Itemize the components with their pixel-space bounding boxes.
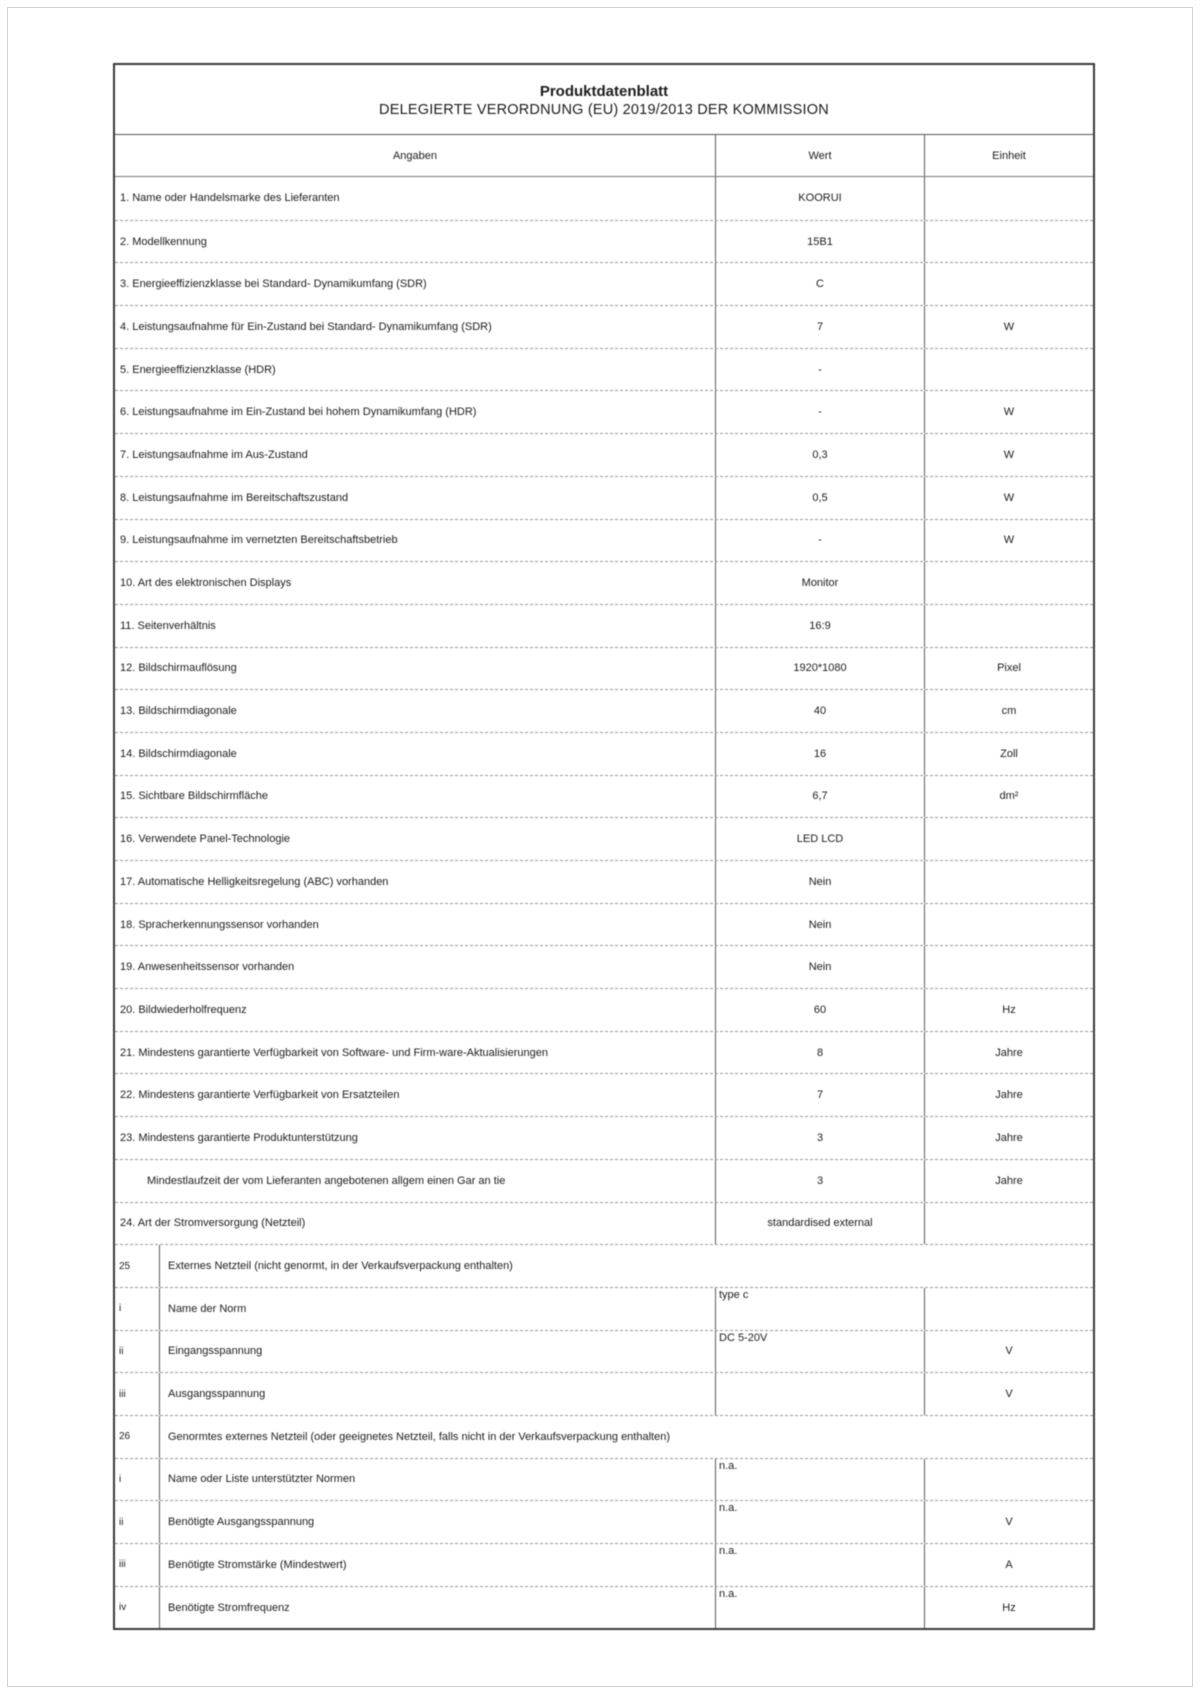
table-row [115,732,1093,775]
row-label: 12. Bildschirmauflösung [120,662,237,675]
row-label: Externes Netzteil (nicht genormt, in der Verkaufsverpackung enthalten) [168,1260,513,1273]
table-row [115,689,1093,732]
row-value: n.a. [715,1459,925,1501]
row-value [715,1373,925,1415]
table-row [115,945,1093,988]
table-title-block [115,65,1093,135]
row-label: 24. Art der Stromversorgung (Netzteil) [120,1217,306,1230]
row-label: 4. Leistungsaufnahme für Ein-Zustand bei Standard- Dynamikumfang (SDR) [120,320,492,333]
row-value: n.a. [715,1587,925,1629]
row-unit [925,1459,1093,1501]
row-unit: V [1005,1388,1013,1401]
row-value: 15B1 [715,221,925,263]
row-value: 60 [715,989,925,1031]
row-label: 8. Leistungsaufnahme im Bereitschaftszustand [120,491,349,504]
row-unit: Jahre [995,1046,1023,1059]
column-header-einheit: Einheit [992,149,1026,162]
table-body [115,177,1093,1628]
table-row [115,1031,1093,1074]
table-row [115,1586,1093,1629]
table-row [115,1073,1093,1116]
row-number: iv [115,1587,160,1629]
row-label: 2. Modellkennung [120,235,207,248]
row-number: 25 [115,1245,160,1287]
row-label: 7. Leistungsaufnahme im Aus-Zustand [120,448,308,461]
row-number: i [115,1288,160,1330]
table-row [115,903,1093,946]
row-unit [925,861,1093,903]
table-row [115,1287,1093,1330]
row-value: 0,5 [715,477,925,519]
row-unit [925,946,1093,988]
row-number: ii [115,1501,160,1543]
row-number: ii [115,1331,160,1373]
row-unit [925,904,1093,946]
row-value: C [715,263,925,305]
row-unit [925,221,1093,263]
row-unit [925,349,1093,391]
row-unit [925,1288,1093,1330]
column-header-row [115,135,1093,177]
row-label: 11. Seitenverhältnis [120,619,216,632]
row-label: Eingangsspannung [168,1345,263,1358]
row-label: 23. Mindestens garantierte Produktunterstützung [120,1131,358,1144]
table-row [115,220,1093,263]
table-row [115,1372,1093,1415]
column-header-wert: Wert [715,135,925,176]
row-label: 1. Name oder Handelsmarke des Lieferanten [120,192,340,205]
table-row [115,476,1093,519]
row-value: Monitor [715,562,925,604]
row-value: 3 [715,1117,925,1159]
row-unit: Hz [1002,1003,1016,1016]
table-row [115,1543,1093,1586]
table-row [115,262,1093,305]
table-row [115,860,1093,903]
row-unit: V [1005,1516,1013,1529]
row-number: iii [115,1544,160,1586]
row-value: standardised external [715,1203,925,1245]
row-label: 18. Spracherkennungssensor vorhanden [120,918,319,931]
row-unit [925,605,1093,647]
row-unit: dm² [999,790,1019,803]
row-unit: Jahre [995,1131,1023,1144]
row-label: 13. Bildschirmdiagonale [120,705,237,718]
row-value: KOORUI [715,177,925,220]
row-label: 6. Leistungsaufnahme im Ein-Zustand bei hohem Dynamikumfang (HDR) [120,406,477,419]
row-value: 7 [715,1074,925,1116]
row-label: 17. Automatische Helligkeitsregelung (ABC) vorhanden [120,875,389,888]
table-row [115,177,1093,220]
row-unit: W [1003,534,1015,547]
table-row [115,1330,1093,1373]
row-unit: W [1003,491,1015,504]
row-unit: W [1003,448,1015,461]
product-datasheet-table [113,63,1095,1630]
column-header-angaben: Angaben [392,149,438,162]
table-row [115,1500,1093,1543]
table-row [115,1116,1093,1159]
table-row [115,988,1093,1031]
row-unit: A [1005,1558,1013,1571]
table-row [115,647,1093,690]
row-unit: Hz [1002,1601,1016,1614]
row-number: i [115,1459,160,1501]
table-row [115,1458,1093,1501]
row-label: Name der Norm [168,1302,247,1315]
document-subtitle: DELEGIERTE VERORDNUNG (EU) 2019/2013 DER KOMMISSION [379,101,829,118]
row-value: n.a. [715,1544,925,1586]
row-value: type c [715,1288,925,1330]
row-unit [925,562,1093,604]
row-unit: Pixel [997,662,1021,675]
row-unit: W [1003,406,1015,419]
table-row [115,604,1093,647]
row-unit: V [1005,1345,1013,1358]
row-value: LED LCD [715,818,925,860]
table-row [115,817,1093,860]
row-value: 1920*1080 [715,648,925,690]
table-row [115,775,1093,818]
row-unit: Jahre [995,1174,1023,1187]
row-number: iii [115,1373,160,1415]
table-row [115,348,1093,391]
row-value: 40 [715,690,925,732]
row-number: 26 [115,1416,160,1458]
row-value: - [715,391,925,433]
row-unit [925,1203,1093,1245]
table-row [115,1415,1093,1458]
row-value: 7 [715,306,925,348]
table-row [115,519,1093,562]
document-title: Produktdatenblatt [539,82,669,100]
row-label: 3. Energieeffizienzklasse bei Standard- Dynamikumfang (SDR) [120,278,427,291]
row-label: 9. Leistungsaufnahme im vernetzten Bereitschaftsbetrieb [120,534,398,547]
table-row [115,305,1093,348]
row-label: 22. Mindestens garantierte Verfügbarkeit von Ersatzteilen [120,1089,400,1102]
row-label: Benötigte Stromstärke (Mindestwert) [168,1558,347,1571]
row-label: Name oder Liste unterstützter Normen [168,1473,356,1486]
table-row [115,561,1093,604]
table-row [115,1244,1093,1287]
row-value: 0,3 [715,434,925,476]
row-value: 16:9 [715,605,925,647]
table-row [115,1202,1093,1245]
row-unit [925,818,1093,860]
row-label: 20. Bildwiederholfrequenz [120,1003,247,1016]
row-label: 10. Art des elektronischen Displays [120,577,292,590]
row-label: 16. Verwendete Panel-Technologie [120,833,291,846]
row-label: Mindestlaufzeit der vom Lieferanten angebotenen allgem einen Gar an tie [147,1174,506,1187]
row-unit: W [1003,320,1015,333]
row-unit [925,177,1093,220]
row-value: 3 [715,1160,925,1202]
row-value: Nein [715,946,925,988]
row-label: 5. Energieeffizienzklasse (HDR) [120,363,276,376]
row-unit: Zoll [1000,747,1018,760]
row-value: Nein [715,861,925,903]
row-value: DC 5-20V [715,1331,925,1373]
row-value: - [715,520,925,562]
row-unit: Jahre [995,1089,1023,1102]
table-row [115,1159,1093,1202]
table-row [115,390,1093,433]
table-row [115,433,1093,476]
row-unit: cm [1001,705,1017,718]
row-unit [925,263,1093,305]
row-label: 15. Sichtbare Bildschirmfläche [120,790,268,803]
row-label: Genormtes externes Netzteil (oder geeignetes Netzteil, falls nicht in der Verkaufsverpackung enthalten) [168,1430,670,1443]
row-value: - [715,349,925,391]
row-label: Benötigte Stromfrequenz [168,1601,290,1614]
row-label: 14. Bildschirmdiagonale [120,747,237,760]
row-value: 16 [715,733,925,775]
row-value: Nein [715,904,925,946]
row-label: Benötigte Ausgangsspannung [168,1516,315,1529]
row-label: Ausgangsspannung [168,1388,266,1401]
row-value: 6,7 [715,776,925,818]
row-label: 19. Anwesenheitssensor vorhanden [120,961,295,974]
row-label: 21. Mindestens garantierte Verfügbarkeit von Software- und Firm-ware-Aktualisierungen [120,1046,548,1059]
row-value: n.a. [715,1501,925,1543]
row-value: 8 [715,1032,925,1074]
